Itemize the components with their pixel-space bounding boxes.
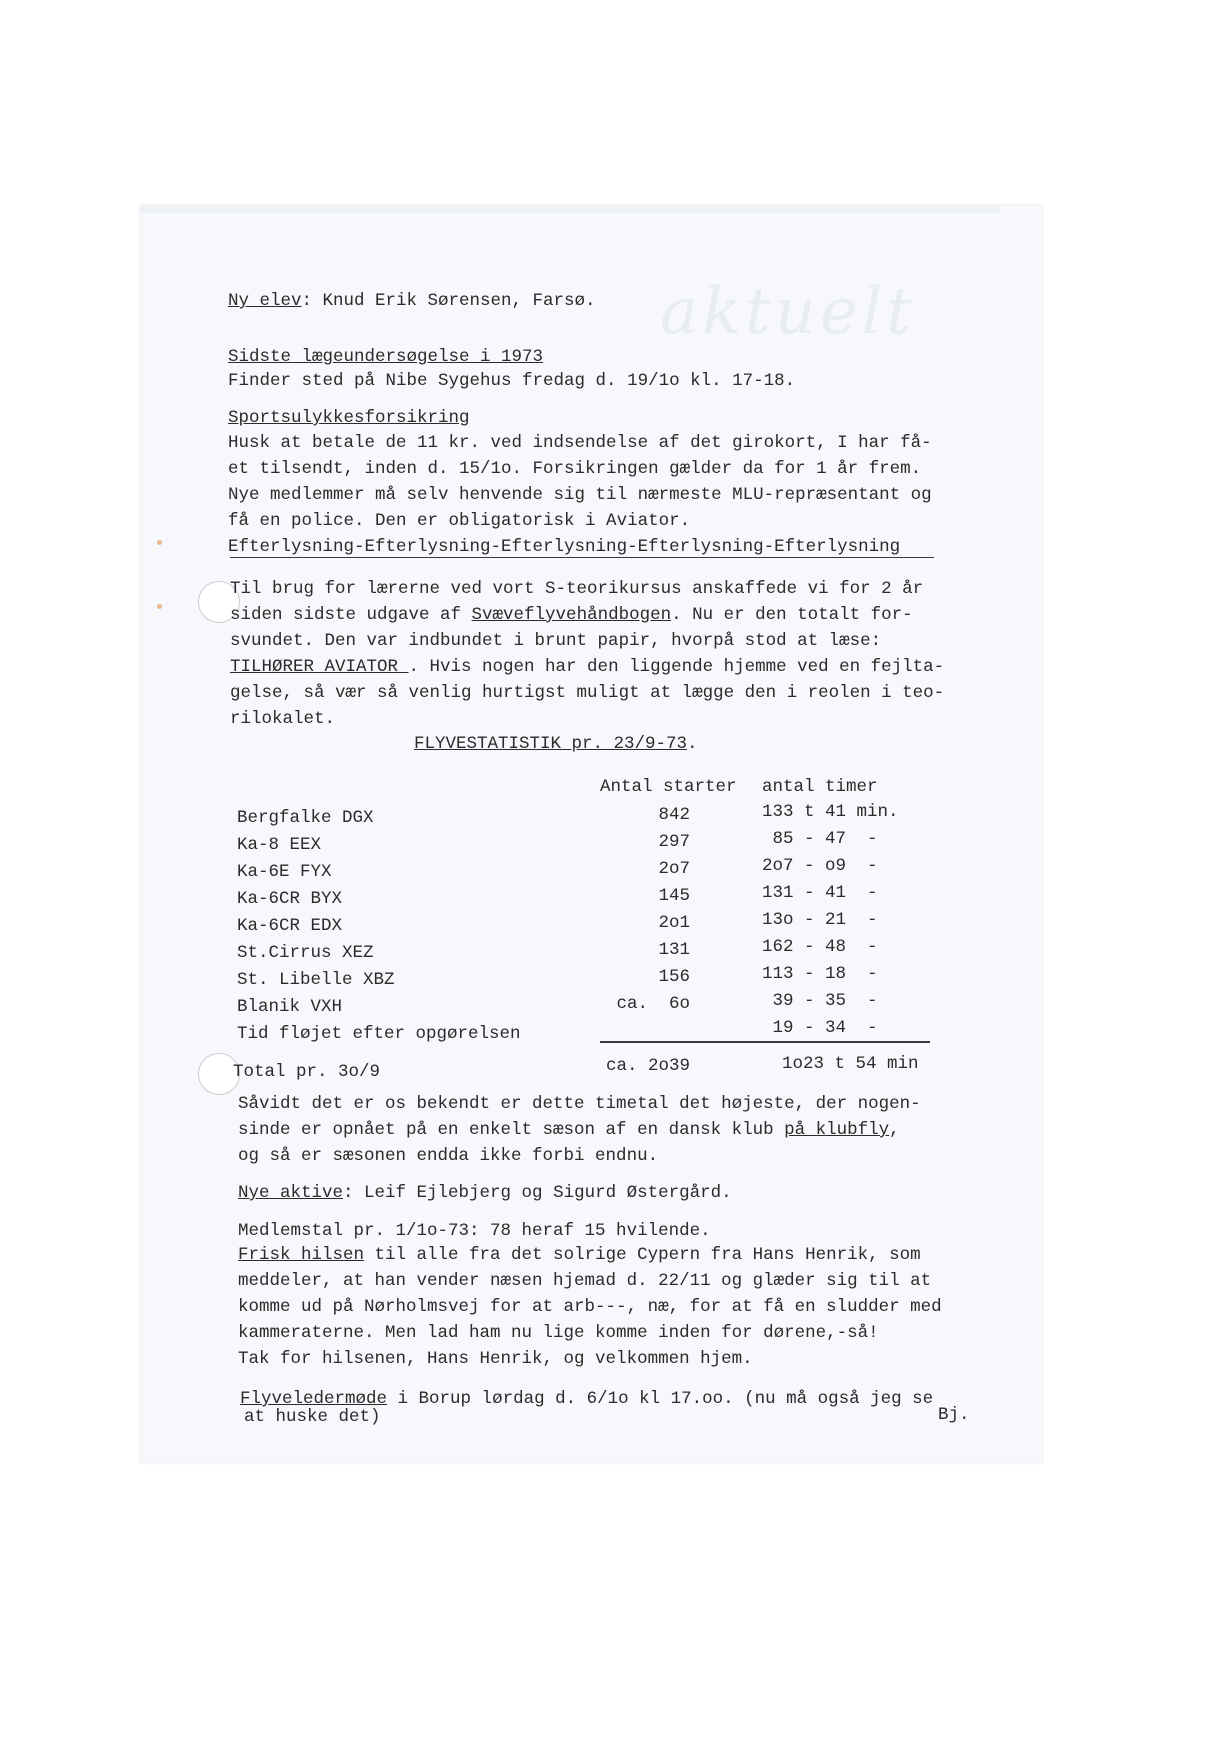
hilsen-line: meddeler, at han vender næsen hjemad d. 22/11 og glæder sig til at: [238, 1271, 932, 1291]
hilsen-text: til alle fra det solrige Cypern fra Hans Henrik, som: [364, 1245, 921, 1265]
efter-text: siden sidste udgave af: [230, 605, 472, 625]
paper-stain: [157, 604, 162, 609]
hilsen-line: Tak for hilsenen, Hans Henrik, og velkommen hjem.: [238, 1349, 753, 1369]
col-header-hours: antal timer: [762, 777, 878, 797]
ny-elev-line: [228, 290, 596, 312]
para-emphasis: på klubfly: [784, 1120, 890, 1140]
para-line: Såvidt det er os bekendt er dette timetal det højeste, der nogen-: [238, 1094, 921, 1114]
efter-line: rilokalet.: [230, 709, 336, 729]
hours-value: 162 - 48 -: [762, 937, 878, 957]
stats-title-line: [414, 733, 698, 755]
total-hours: 1o23 t 54 min: [782, 1054, 919, 1074]
nye-aktive-label: Nye aktive: [238, 1183, 344, 1203]
starts-value: 842: [658, 805, 690, 825]
hours-value: 133 t 41 min.: [762, 802, 899, 822]
sheet-top-edge: [140, 205, 1000, 213]
paper-stain: [157, 540, 162, 545]
aircraft-name: Ka-8 EEX: [237, 835, 322, 855]
starts-value: 145: [658, 886, 690, 906]
starts-value: 156: [658, 967, 690, 987]
total-rule: [600, 1041, 930, 1043]
flyveleder-label: Flyvelederm: [240, 1389, 356, 1409]
medlem-line: Medlemstal pr. 1/1o-73: 78 heraf 15 hvilende.: [238, 1221, 711, 1241]
efter-line-4: [230, 656, 944, 678]
stats-title: FLYVESTATISTIK pr. 23/9-73: [414, 734, 688, 754]
stats-title-suffix: .: [687, 734, 698, 754]
nye-aktive-line: [238, 1182, 732, 1204]
efter-text: . Nu er den totalt for-: [671, 605, 913, 625]
hours-value: 13o - 21 -: [762, 910, 878, 930]
hours-value: 85 - 47 -: [762, 829, 878, 849]
para-line-2: [238, 1119, 900, 1141]
book-title: Svæveflyvehåndbogen: [471, 605, 672, 625]
efter-underline: [230, 557, 934, 558]
efter-line: gelse, så vær så venlig hurtigst muligt at lægge den i reolen i teo-: [230, 683, 945, 703]
sports-line: få en police. Den er obligatorisk i Aviator.: [228, 511, 691, 531]
starts-value: 131: [658, 940, 690, 960]
efter-text: . Hvis nogen har den liggende hjemme ved en fejlta-: [408, 657, 945, 677]
hilsen-line-1: [238, 1244, 921, 1266]
hilsen-line: komme ud på Nørholmsvej for at arb---, næ, for at få en sludder med: [238, 1297, 942, 1317]
efter-line-2: [230, 604, 913, 626]
flyveleder-label-end: øde: [355, 1389, 388, 1409]
efter-line: Til brug for lærerne ved vort S-teorikursus anskaffede vi for 2 år: [230, 579, 924, 599]
sports-line: et tilsendt, inden d. 15/1o. Forsikringen gælder da for 1 år frem.: [228, 459, 922, 479]
laege-line: Finder sted på Nibe Sygehus fredag d. 19/1o kl. 17-18.: [228, 371, 796, 391]
flyveleder-line-2: at huske det): [244, 1407, 381, 1427]
sports-line: Nye medlemmer må selv henvende sig til nærmeste MLU-repræsentant og: [228, 485, 932, 505]
watermark-text: aktuelt: [660, 275, 916, 349]
total-starts: ca. 2o39: [606, 1056, 691, 1076]
aircraft-name: Blanik VXH: [237, 997, 343, 1017]
aircraft-name: St. Libelle XBZ: [237, 970, 395, 990]
para-text: ,: [889, 1120, 900, 1140]
aircraft-name: Ka-6CR BYX: [237, 889, 343, 909]
starts-value: 297: [658, 832, 690, 852]
laege-heading: Sidste lægeundersøgelse i 1973: [228, 347, 544, 367]
hilsen-label: Frisk hilsen: [238, 1245, 365, 1265]
hours-value: 39 - 35 -: [762, 991, 878, 1011]
ny-elev-text: : Knud Erik Sørensen, Farsø.: [301, 291, 596, 311]
hours-value: 113 - 18 -: [762, 964, 878, 984]
signature-initials: Bj.: [938, 1405, 970, 1425]
hours-value: 2o7 - o9 -: [762, 856, 878, 876]
hours-value: 131 - 41 -: [762, 883, 878, 903]
col-header-starts: Antal starter: [600, 777, 737, 797]
starts-value: ca. 6o: [616, 994, 690, 1014]
para-line: og så er sæsonen endda ikke forbi endnu.: [238, 1146, 659, 1166]
aircraft-name: Ka-6E FYX: [237, 862, 332, 882]
hours-value: 19 - 34 -: [762, 1018, 878, 1038]
sports-line: Husk at betale de 11 kr. ved indsendelse af det girokort, I har få-: [228, 433, 932, 453]
nye-aktive-text: : Leif Ejlebjerg og Sigurd Østergård.: [343, 1183, 732, 1203]
starts-value: 2o1: [658, 913, 690, 933]
ny-elev-label: Ny elev: [228, 291, 302, 311]
flyveleder-text: i Borup lørdag d. 6/1o kl 17.oo. (nu må også jeg se: [387, 1389, 934, 1409]
hilsen-line: kammeraterne. Men lad ham nu lige komme inden for dørene,-så!: [238, 1323, 879, 1343]
aircraft-name: St.Cirrus XEZ: [237, 943, 374, 963]
para-text: sinde er opnået på en enkelt sæson af en dansk klub: [238, 1120, 785, 1140]
aircraft-name: Ka-6CR EDX: [237, 916, 343, 936]
efter-line: svundet. Den var indbundet i brunt papir, hvorpå stod at læse:: [230, 631, 882, 651]
aircraft-name: Bergfalke DGX: [237, 808, 374, 828]
efter-heading: Efterlysning-Efterlysning-Efterlysning-Efterlysning-Efterlysning: [228, 537, 901, 557]
sports-heading: Sportsulykkesforsikring: [228, 408, 470, 428]
total-label: Total pr. 3o/9: [233, 1062, 381, 1082]
ownership-mark: TILHØRER AVIATOR: [230, 657, 409, 677]
starts-value: 2o7: [658, 859, 690, 879]
aircraft-name: Tid fløjet efter opgørelsen: [237, 1024, 521, 1044]
